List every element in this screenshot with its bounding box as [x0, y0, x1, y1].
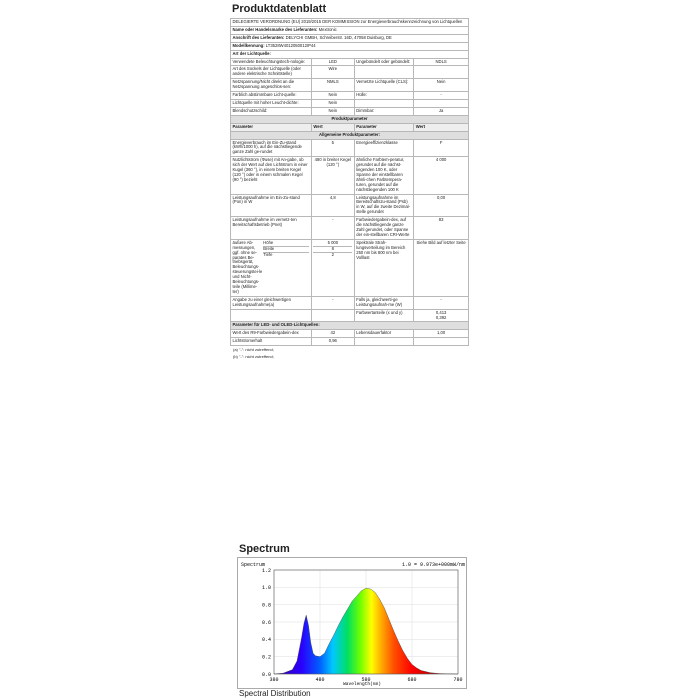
dimension-name: Breite [263, 245, 275, 251]
y-tick-label: 0.4 [261, 637, 271, 644]
chart-legend: 1.0 = 9.973e+000mW/nm [402, 562, 466, 568]
type-value: - [414, 92, 469, 100]
type-label: Lichtquelle mit hoher Leucht-dichte: [231, 99, 312, 107]
column-header: Parameter [354, 123, 414, 131]
type-row [231, 58, 469, 66]
chart-title: Spectrum [241, 562, 266, 568]
type-value: Nein [414, 79, 469, 92]
model-label: Modellkennung: [232, 42, 265, 48]
param-value: 5 [311, 139, 354, 157]
param-row [231, 330, 469, 338]
datasheet-table [230, 18, 469, 346]
param-row [231, 296, 469, 309]
general-params-heading: Allgemeine Produktparameter: [231, 131, 469, 139]
y-tick-label: 1.2 [261, 567, 271, 574]
y-tick-label: 0.2 [261, 654, 271, 661]
param-label: Energieeffizienzklasse [354, 139, 414, 157]
param-label: Farbwertanteile (x und y) [354, 309, 414, 322]
dimensions-label: äußere Ab-messungen, ggf. ohne se-parates Be-triebsgerät, Beleuchtungs-steuerungstei-le und Nicht-Beleuchtungs-teile (Millime-ter) [232, 239, 263, 294]
dimension-values [311, 239, 354, 296]
param-label: Nutzlichtstrom (Φuse) mit An-gabe, ob sich der Wert auf den Lichtstrom in einer Kugel (360 °), in einem breiten Kegel (120 °) oder in einem schmalen Kegel (90 °) bezieht [231, 157, 312, 194]
spectrum-heading: Spectrum [239, 543, 290, 555]
param-value: 4,8 [311, 194, 354, 217]
param-label: Lichtstromerhalt [231, 338, 312, 346]
spectrum-chart [237, 557, 467, 689]
type-label: Hülle: [354, 92, 414, 100]
param-label: Lebensdauerfaktor [354, 330, 414, 338]
x-tick-label: 580 [361, 677, 371, 683]
type-value [414, 99, 469, 107]
datasheet-title: Produktdatenblatt [232, 3, 327, 15]
x-tick-label: 680 [407, 677, 417, 683]
dimension-name: Höhe [263, 239, 274, 245]
param-value: 0,00 [414, 194, 469, 217]
chromaticity-values [414, 309, 469, 322]
plot-area [262, 568, 463, 683]
param-value: - [414, 296, 469, 309]
spectrum-svg [238, 558, 466, 688]
param-row [231, 157, 469, 194]
param-label: Angabe zu einer gleichwertigen Leistungsaufnahme(a) [231, 296, 312, 309]
param-label: Energieverbrauch im Ein-Zu-stand (kWh/1000 h), auf die nächstliegende ganze Zahl ge-rundet [231, 139, 312, 157]
y-tick-label: 0.6 [261, 619, 271, 626]
param-label: Leistungsaufnahme im Bereitschaftszu-stand (Psb) in W, auf die zweite Dezimal-stelle gerundet [354, 194, 414, 217]
footnote: (b) "-": nicht zutreffend; [233, 354, 274, 360]
model-row [231, 42, 469, 50]
supplier-address-row [231, 34, 469, 42]
type-value [414, 66, 469, 79]
model-id: LT3528W4012050012IP44 [265, 42, 316, 48]
param-value: Siehe Bild auf letzter Seite [414, 239, 469, 296]
param-value: 0,96 [311, 338, 354, 346]
param-row [231, 309, 469, 322]
param-value: 1,00 [414, 330, 469, 338]
column-header: Wert [311, 123, 354, 131]
x-tick-label: 380 [269, 677, 279, 683]
y-tick-label: 0.8 [261, 602, 271, 609]
type-label: Farblich abstimmbare Licht-quelle: [231, 92, 312, 100]
type-value: Wire [311, 66, 354, 79]
light-source-type-label: Art der Lichtquelle: [231, 50, 469, 58]
type-value: Nein [311, 107, 354, 115]
type-row [231, 92, 469, 100]
supplier-address-label: Anschrift des Lieferanten: [232, 34, 285, 40]
regulation-text: DELEGIERTE VERORDNUNG (EU) 2019/2015 DER KOMMISSION zur Energieverbrauchskennzeichnung von Lichtquellen [231, 19, 469, 27]
type-label: Blendschutzschild: [231, 107, 312, 115]
type-row [231, 66, 469, 79]
datasheet [230, 0, 469, 520]
type-label: Dimmbar: [354, 107, 414, 115]
type-label [354, 66, 414, 79]
param-value: 480 in breiter Kegel (120 °) [311, 157, 354, 194]
y-tick-label: 0.0 [261, 671, 271, 678]
type-label: Ungebündelt oder gebündelt: [354, 58, 414, 66]
param-label [354, 338, 414, 346]
param-label: Leistungsaufnahme im Ein-Zu-stand (Pon) in W [231, 194, 312, 217]
param-row [231, 338, 469, 346]
type-value: NMLS [311, 79, 354, 92]
param-value: 83 [414, 217, 469, 240]
empty-cell [311, 309, 354, 322]
dimension-name: Tiefe [263, 251, 273, 257]
supplier-name-label: Name oder Handelsmarke des Lieferanten: [232, 26, 318, 32]
led-params-heading: Parameter für LED- und OLED-Lichtquellen: [231, 322, 469, 330]
param-label: Wert des R9-Farbwiedergabein-dex [231, 330, 312, 338]
param-value: 4 000 [414, 157, 469, 194]
type-row [231, 99, 469, 107]
dimensions-cell [231, 239, 312, 296]
supplier-name: Mextronic [318, 26, 337, 32]
param-label: Leistungsaufnahme im vernetz-ten Bereitschaftsbetrieb (Pnet) [231, 217, 312, 240]
type-value: NDLS [414, 58, 469, 66]
dimension-value: 2 [331, 251, 334, 257]
x-tick-label: 780 [453, 677, 463, 683]
dimension-entry [263, 253, 309, 258]
column-header: Parameter [231, 123, 312, 131]
type-label: Vernetzte Lichtquelle (CLS): [354, 79, 414, 92]
x-axis-label: Wavelength(nm) [343, 682, 381, 687]
chromaticity-y: 0,392 [435, 314, 447, 320]
product-params-heading: Produktparameter [231, 115, 469, 123]
param-value: - [311, 296, 354, 309]
type-label [354, 99, 414, 107]
dimension-value: 8 [313, 247, 352, 253]
param-label: Falls ja, gleichwerti-ge Leistungsaufnah-me (W) [354, 296, 414, 309]
supplier-address: DELYCHI GMBH, Schreiberstr. 16D, 47058 Duisburg, DE [285, 34, 392, 40]
spectrum-caption: Spectral Distribution [239, 689, 311, 698]
param-row [231, 139, 469, 157]
param-row [231, 217, 469, 240]
footnote: (a) "-": nicht zutreffend; [233, 347, 274, 353]
param-value: 42 [311, 330, 354, 338]
column-header: Wert [414, 123, 469, 131]
param-header-row [231, 123, 469, 131]
type-label: Verwendete Beleuchtungstech-nologie: [231, 58, 312, 66]
spectrum-area [274, 588, 458, 674]
type-value: Nein [311, 99, 354, 107]
param-row [231, 194, 469, 217]
param-label: ähnliche Farbtem-peratur, gerundet auf die nächst-liegenden 100 K, oder Spanne der einstellbaren ähnli-chen Farbtempera-turen, gerundet auf die nächstliegenden 100 K [354, 157, 414, 194]
param-value [414, 338, 469, 346]
type-label: Netzspannung/Nicht direkt an die Netzspannung angeschlos-sen: [231, 79, 312, 92]
type-value: LED [311, 58, 354, 66]
chromaticity-x: 0,413 [435, 309, 447, 315]
type-value: Ja [414, 107, 469, 115]
type-label: Art des Sockels der Lichtquelle (oder andere elektrische Schnittstelle) [231, 66, 312, 79]
param-label: Farbwiedergabein-dex, auf die nächstliegende ganze Zahl gerundet, oder Spanne der ein-stellbaren CRI-Werte [354, 217, 414, 240]
param-value: - [311, 217, 354, 240]
empty-cell [231, 309, 312, 322]
type-value: Nein [311, 92, 354, 100]
param-value: F [414, 139, 469, 157]
type-row [231, 79, 469, 92]
type-row [231, 107, 469, 115]
supplier-name-row [231, 26, 469, 34]
dimension-value: 5 000 [313, 241, 352, 247]
param-label: Spektrale Strah-lungsverteilung im Bereich 250 nm bis 800 nm bei Volllast [354, 239, 414, 296]
dimensions-row [231, 239, 469, 296]
y-tick-label: 1.0 [261, 585, 271, 592]
x-tick-label: 480 [315, 677, 325, 683]
